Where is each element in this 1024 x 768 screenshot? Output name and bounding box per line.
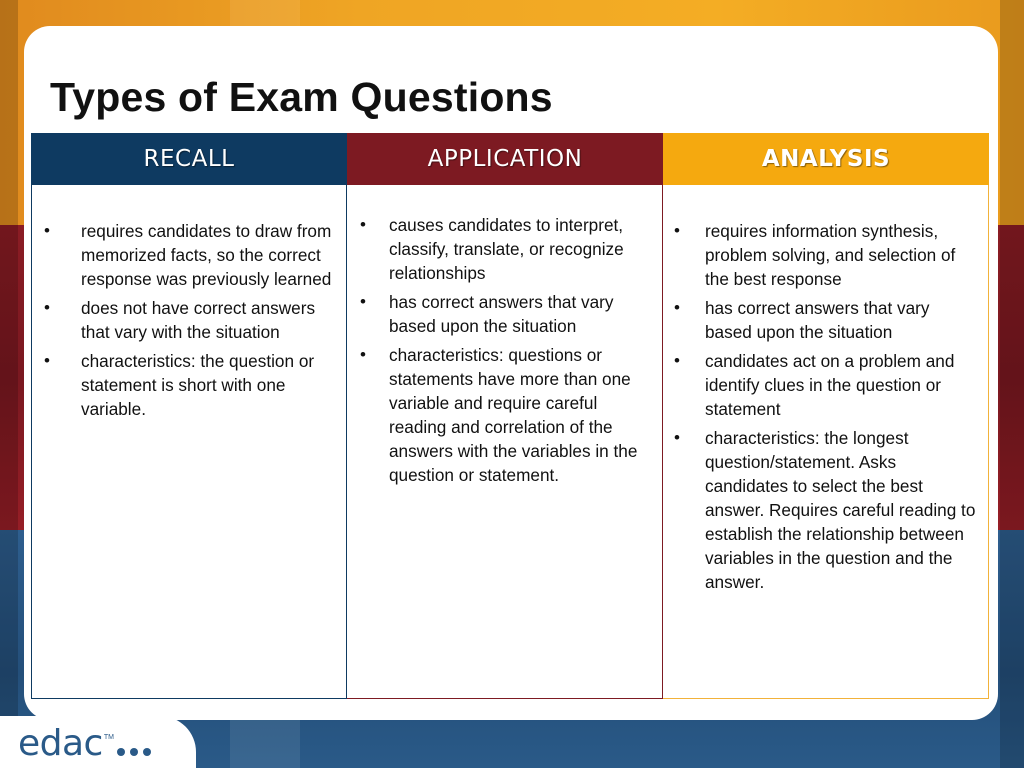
list-item xyxy=(32,219,346,291)
column-application xyxy=(347,133,663,699)
list-item xyxy=(663,426,988,594)
list-item xyxy=(347,213,662,285)
list-item xyxy=(347,343,662,487)
list-item-text: does not have correct answers that vary with the situation xyxy=(81,298,316,342)
logo-dots-icon xyxy=(117,748,151,756)
list-item-text: requires candidates to draw from memorized facts, so the correct response was previously learned xyxy=(81,221,332,289)
recall-list xyxy=(32,219,346,426)
question-types-table xyxy=(31,133,989,699)
list-item-text: requires information synthesis, problem solving, and selection of the best response xyxy=(705,221,956,289)
edac-logo xyxy=(18,722,151,766)
bullet-icon: • xyxy=(674,221,680,240)
bullet-icon: • xyxy=(44,221,50,240)
list-item-text: has correct answers that vary based upon the situation xyxy=(705,298,930,342)
list-item-text: has correct answers that vary based upon the situation xyxy=(389,292,614,336)
logo-text: edac xyxy=(18,723,103,764)
bullet-icon: • xyxy=(674,298,680,317)
list-item xyxy=(663,219,988,291)
list-item xyxy=(347,290,662,338)
list-item-text: causes candidates to interpret, classify, translate, or recognize relationships xyxy=(389,215,624,283)
background-stripe xyxy=(1000,0,1024,768)
list-item-text: characteristics: the longest question/statement. Asks candidates to select the best answer. Requires careful reading to establish the relationship between variables in the question and the answer. xyxy=(705,428,976,592)
slide-title: Types of Exam Questions xyxy=(50,74,553,120)
list-item xyxy=(32,296,346,344)
list-item-text: characteristics: the question or statement is short with one variable. xyxy=(81,351,315,419)
list-item xyxy=(663,296,988,344)
background-stripe xyxy=(0,0,18,768)
bullet-icon: • xyxy=(674,428,680,447)
bullet-icon: • xyxy=(360,345,366,364)
bullet-icon: • xyxy=(44,351,50,370)
column-header-recall: RECALL xyxy=(31,133,347,185)
list-item-text: characteristics: questions or statements have more than one variable and require careful reading and correlation of the answers with the variables in the question or statement. xyxy=(389,345,638,485)
column-analysis xyxy=(663,133,989,699)
bullet-icon: • xyxy=(360,292,366,311)
bullet-icon: • xyxy=(674,351,680,370)
column-recall xyxy=(31,133,347,699)
application-list xyxy=(347,213,662,492)
list-item xyxy=(663,349,988,421)
bullet-icon: • xyxy=(360,215,366,234)
analysis-list xyxy=(663,219,988,599)
column-header-application: APPLICATION xyxy=(347,133,663,185)
bullet-icon: • xyxy=(44,298,50,317)
list-item xyxy=(32,349,346,421)
logo-trademark: TM xyxy=(103,734,114,741)
column-header-analysis: ANALYSIS xyxy=(663,133,989,185)
list-item-text: candidates act on a problem and identify clues in the question or statement xyxy=(705,351,955,419)
